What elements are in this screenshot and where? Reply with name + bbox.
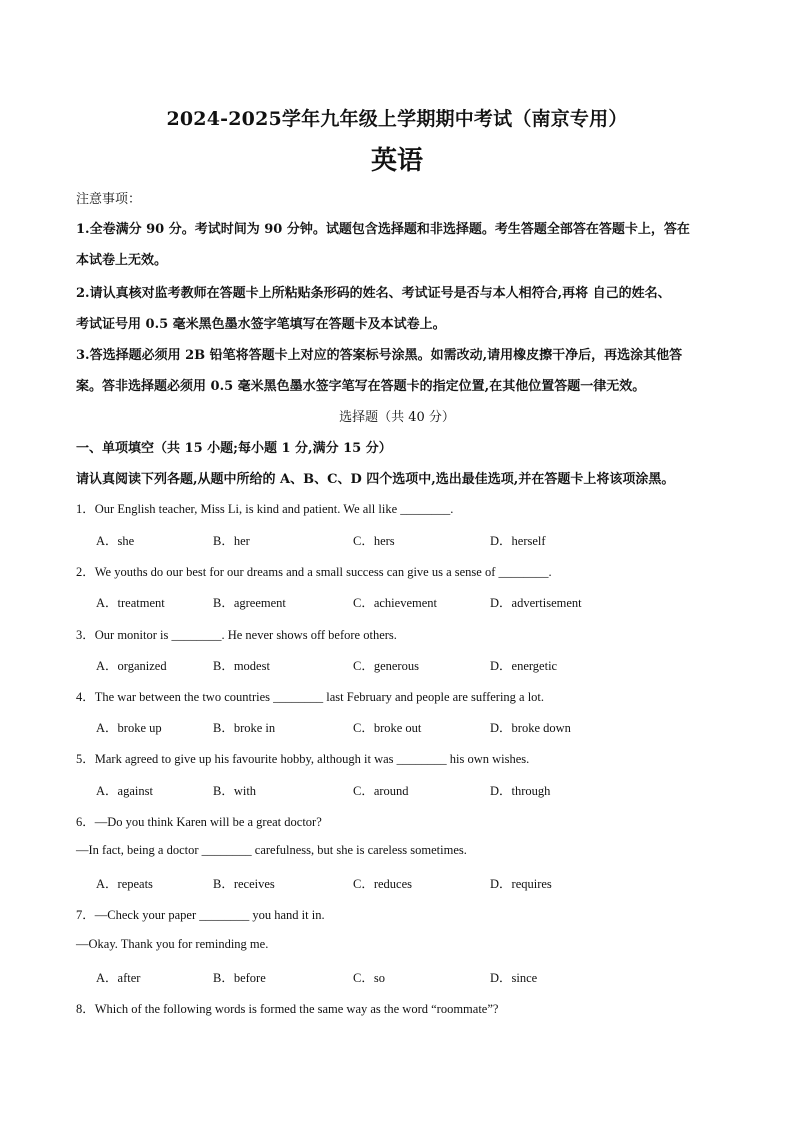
- notes-line: 案。答非选择题必须用 0.5 毫米黑色墨水签字笔写在答题卡的指定位置,在其他位置答题一律无效。: [76, 379, 646, 394]
- option-d: D．requires: [490, 877, 552, 891]
- option-c: C．achievement: [353, 596, 437, 610]
- option-c: C．around: [353, 784, 409, 798]
- question-stem: 4．The war between the two countries ________ last February and people are suffering a lot.: [76, 690, 545, 704]
- notes-line: 考试证号用 0.5 毫米黑色墨水签字笔填写在答题卡及本试卷上。: [76, 317, 446, 332]
- option-d: D．energetic: [490, 659, 558, 673]
- question-stem: 8．Which of the following words is formed the same way as the word “roommate”?: [76, 1002, 499, 1016]
- option-a: A．repeats: [96, 877, 153, 891]
- question-options: [96, 593, 656, 611]
- notes-line: 1.全卷满分 90 分。考试时间为 90 分钟。试题包含选择题和非选择题。考生答题全部答在答题卡上，答在: [76, 222, 690, 237]
- question-options: [96, 968, 656, 986]
- exam-subject: 英语: [370, 146, 423, 176]
- option-c: C．hers: [353, 534, 395, 548]
- notes-line: 本试卷上无效。: [76, 253, 168, 268]
- option-b: B．with: [213, 784, 257, 798]
- option-b: B．before: [213, 971, 266, 985]
- option-c: C．reduces: [353, 877, 413, 891]
- option-c: C．generous: [353, 659, 419, 673]
- option-b: B．agreement: [213, 596, 286, 610]
- question-options: [96, 656, 656, 674]
- section-title: 选择题（共 40 分）: [339, 410, 455, 425]
- option-d: D．through: [490, 784, 551, 798]
- option-b: B．modest: [213, 659, 270, 673]
- notes-line: 2.请认真核对监考教师在答题卡上所粘贴条形码的姓名、考试证号是否与本人相符合,再将 自己的姓名、: [76, 286, 671, 301]
- option-c: C．so: [353, 971, 385, 985]
- option-b: B．her: [213, 534, 250, 548]
- option-a: A．treatment: [96, 596, 165, 610]
- option-a: A．against: [96, 784, 153, 798]
- exam-title: 2024-2025学年九年级上学期期中考试（南京专用）: [166, 108, 628, 130]
- option-c: C．broke out: [353, 721, 422, 735]
- option-b: B．broke in: [213, 721, 276, 735]
- option-d: D．herself: [490, 534, 546, 548]
- question-stem: 2．We youths do our best for our dreams and a small success can give us a sense of ________.: [76, 565, 552, 579]
- option-d: D．since: [490, 971, 538, 985]
- option-a: A．broke up: [96, 721, 162, 735]
- option-b: B．receives: [213, 877, 275, 891]
- option-a: A．organized: [96, 659, 167, 673]
- question-stem: 1．Our English teacher, Miss Li, is kind and patient. We all like ________.: [76, 502, 454, 516]
- question-stem: 5．Mark agreed to give up his favourite hobby, although it was ________ his own wishes.: [76, 752, 530, 766]
- notes-line: 3.答选择题必须用 2B 铅笔将答题卡上对应的答案标号涂黑。如需改动,请用橡皮擦干净后，再选涂其他答: [76, 348, 683, 363]
- option-a: A．after: [96, 971, 141, 985]
- notes-heading: 注意事项：: [76, 192, 142, 207]
- option-d: D．advertisement: [490, 596, 582, 610]
- question-options: [96, 874, 656, 892]
- question-options: [96, 718, 656, 736]
- question-dialog: —Okay. Thank you for reminding me.: [76, 937, 269, 951]
- question-options: [96, 531, 656, 549]
- question-dialog: —In fact, being a doctor ________ carefulness, but she is careless sometimes.: [76, 843, 467, 857]
- question-stem: 6．—Do you think Karen will be a great doctor?: [76, 815, 322, 829]
- part-instruction: 请认真阅读下列各题,从题中所给的 A、B、C、D 四个选项中,选出最佳选项,并在答题卡上将该项涂黑。: [76, 472, 675, 487]
- option-d: D．broke down: [490, 721, 571, 735]
- question-stem: 7．—Check your paper ________ you hand it in.: [76, 908, 325, 922]
- part-title: 一、单项填空（共 15 小题;每小题 1 分,满分 15 分）: [76, 441, 392, 456]
- question-options: [96, 781, 656, 799]
- option-a: A．she: [96, 534, 135, 548]
- question-stem: 3．Our monitor is ________. He never shows off before others.: [76, 628, 397, 642]
